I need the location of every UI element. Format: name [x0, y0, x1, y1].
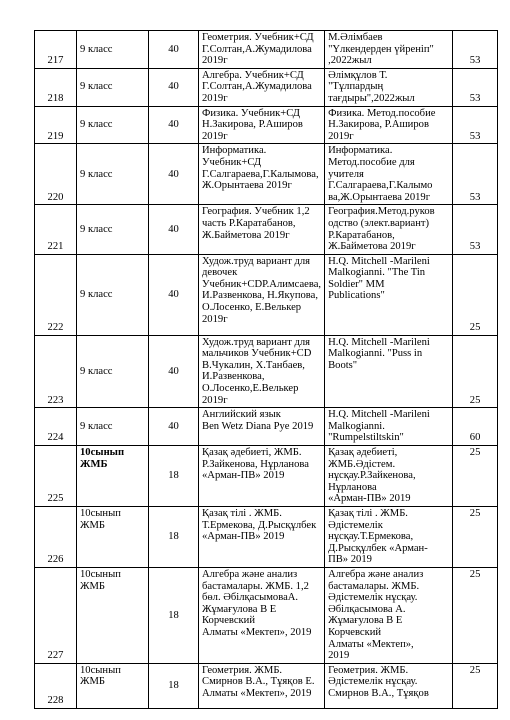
copy-count: 53 [453, 31, 498, 69]
guide-cell [325, 144, 453, 205]
guide-line: ,2022жыл [328, 55, 372, 67]
guide-line: Г.Салгараева,Г.Калымо [328, 180, 433, 192]
guide-line: Soldier" MM [328, 278, 385, 290]
textbook-line: Алматы «Мектеп», 2019 [202, 687, 312, 699]
guide-line: "Тұлпардың [328, 81, 384, 93]
guide-line: учителя [328, 168, 364, 180]
textbook-line: 2019г [202, 92, 228, 104]
guide-line: Malkogianni. "The Tin [328, 267, 426, 279]
copy-count: 53 [453, 205, 498, 254]
hours-value: 18 [149, 507, 199, 568]
textbook-line: бөл. ӘбілқасымоваА. [202, 592, 299, 604]
row-number: 225 [35, 446, 77, 507]
textbook-cell [199, 335, 325, 408]
class-name: 10сынып ЖМБ [77, 507, 149, 568]
copy-count: 53 [453, 144, 498, 205]
textbook-line: Английский язык [202, 409, 281, 421]
textbook-line: Г.Салгараева,Г.Калымова, [202, 168, 319, 180]
table-body [35, 31, 498, 709]
class-name: 9 класс [77, 205, 149, 254]
textbook-cell [199, 408, 325, 446]
class-name: 9 класс [77, 144, 149, 205]
table-row [35, 663, 498, 708]
copy-count: 25 [453, 507, 498, 568]
hours-value: 40 [149, 106, 199, 144]
textbook-line: Алматы «Мектеп», 2019 [202, 626, 312, 638]
table-row [35, 144, 498, 205]
guide-cell [325, 507, 453, 568]
textbook-line: 2019г [202, 394, 228, 406]
textbook-line: Учебник+СDР.Алимсаева, [202, 278, 322, 290]
textbook-line: Қазақ тілі . ЖМБ. [202, 508, 282, 519]
guide-cell [325, 106, 453, 144]
table-row [35, 31, 498, 69]
textbook-line: 2019г [202, 130, 228, 142]
class-name: 10сынып ЖМБ [77, 663, 149, 708]
table-row [35, 106, 498, 144]
guide-line: «Арман-ПВ» 2019 [328, 493, 411, 505]
textbook-line: О.Лосенко,Е.Велькер [202, 383, 299, 395]
guide-line: бастамалары. ЖМБ. [328, 580, 420, 592]
table-row [35, 205, 498, 254]
hours-value: 40 [149, 254, 199, 335]
textbook-line: Смирнов В.А., Тұяқов Е. [202, 676, 315, 688]
guide-line: Malkogianni. [328, 420, 385, 432]
table-row [35, 446, 498, 507]
guide-line: нұсқау.Р.Зайкенова, [328, 470, 416, 482]
hours-value: 40 [149, 335, 199, 408]
textbook-line: Геометрия. ЖМБ. [202, 664, 283, 676]
guide-cell [325, 205, 453, 254]
guide-cell [325, 68, 453, 106]
textbook-line: Қазақ әдебиеті, ЖМБ. [202, 447, 302, 459]
textbook-line: Худож.труд вариант для [202, 336, 311, 348]
class-name: 10сынып ЖМБ [77, 567, 149, 663]
class-name: 9 класс [77, 106, 149, 144]
textbook-cell [199, 507, 325, 568]
guide-line: Информатика. [328, 145, 393, 157]
textbook-line: Алгебра және анализ [202, 568, 298, 580]
textbook-cell [199, 446, 325, 507]
textbook-line: «Арман-ПВ» 2019 [202, 531, 285, 543]
guide-line: Қазақ тілі . ЖМБ. [328, 508, 408, 519]
guide-line: Д.Рысқұлбек «Арман- [328, 542, 428, 554]
textbook-line: В.Чукалин, Х.Танбаев, [202, 359, 305, 371]
guide-cell [325, 663, 453, 708]
guide-cell [325, 31, 453, 69]
textbook-cell [199, 106, 325, 144]
textbook-line: Алгебра. Учебник+СД [202, 69, 304, 81]
hours-value: 40 [149, 408, 199, 446]
textbook-line: Н.Закирова, Р.Аширов [202, 119, 303, 131]
guide-line: Алгебра және анализ [328, 568, 424, 580]
row-number: 218 [35, 68, 77, 106]
copy-count: 60 [453, 408, 498, 446]
guide-line: тағдыры",2022жыл [328, 92, 415, 104]
copy-count: 53 [453, 106, 498, 144]
hours-value: 40 [149, 205, 199, 254]
copy-count: 25 [453, 663, 498, 708]
guide-line: H.Q. Mitchell -Marileni [328, 255, 430, 267]
textbook-line: Информатика. [202, 145, 267, 157]
textbook-cell [199, 567, 325, 663]
guide-line: ва,Ж.Орынтаева 2019г [328, 191, 431, 203]
guide-line: 2019 [328, 650, 350, 662]
guide-cell [325, 335, 453, 408]
table-row [35, 507, 498, 568]
copy-count: 25 [453, 254, 498, 335]
hours-value: 40 [149, 31, 199, 69]
guide-line: Әлімқұлов Т. [328, 69, 388, 81]
guide-cell [325, 254, 453, 335]
copy-count: 25 [453, 335, 498, 408]
guide-cell [325, 446, 453, 507]
guide-line: Әдістемелік нұсқау. [328, 676, 418, 688]
textbook-line: «Арман-ПВ» 2019 [202, 470, 285, 482]
row-number: 227 [35, 567, 77, 663]
guide-line: Метод.пособие для [328, 156, 415, 168]
guide-line: Р.Каратабанов, [328, 229, 395, 241]
textbook-line: часть Р.Каратабанов, [202, 217, 296, 229]
copy-count: 25 [453, 446, 498, 507]
row-number: 220 [35, 144, 77, 205]
guide-line: ПВ» 2019 [328, 554, 372, 566]
class-name: 10сынып ЖМБ [77, 446, 149, 507]
hours-value: 40 [149, 144, 199, 205]
guide-line: "Үлкендерден үйреніп" [328, 43, 434, 55]
table-row [35, 408, 498, 446]
guide-line: Әбілқасымова А. [328, 603, 406, 615]
guide-line: нұсқау.Т.Ермекова, [328, 531, 414, 543]
row-number: 219 [35, 106, 77, 144]
guide-line: Қазақ әдебиеті, [328, 447, 398, 459]
textbook-cell [199, 144, 325, 205]
guide-line: Корчевский [328, 626, 382, 638]
guide-line: География.Метод.руков [328, 206, 435, 218]
row-number: 226 [35, 507, 77, 568]
hours-value: 18 [149, 663, 199, 708]
table-row [35, 567, 498, 663]
textbook-line: Учебник+СД [202, 156, 262, 168]
row-number: 221 [35, 205, 77, 254]
guide-line: Boots" [328, 359, 358, 371]
textbook-line: О.Лосенко, Е.Велькер [202, 302, 302, 314]
textbook-line: Жұмағулова В Е [202, 603, 277, 615]
textbook-line: 2019г [202, 313, 228, 325]
guide-line: ЖМБ.Әдістем. [328, 458, 396, 470]
guide-line: H.Q. Mitchell -Marileni [328, 409, 430, 421]
textbook-line: Т.Ермекова, Д.Рысқұлбек [202, 519, 317, 531]
textbook-line: мальчиков Учебник+CD [202, 348, 312, 360]
textbook-cell [199, 68, 325, 106]
guide-line: Ж.Байметова 2019г [328, 241, 416, 253]
guide-line: Жұмағулова В Е [328, 615, 403, 627]
textbook-line: Худож.труд вариант для [202, 255, 311, 267]
guide-line: H.Q. Mitchell -Marileni [328, 336, 430, 348]
class-name: 9 класс [77, 68, 149, 106]
row-number: 228 [35, 663, 77, 708]
class-name: 9 класс [77, 254, 149, 335]
textbook-line: 2019г [202, 55, 228, 67]
textbook-line: Ben Wetz Diana Pye 2019 [202, 420, 314, 432]
guide-cell [325, 567, 453, 663]
guide-line: 2019г [328, 130, 354, 142]
guide-line: Смирнов В.А., Тұяқов [328, 687, 429, 699]
table-row [35, 254, 498, 335]
textbook-line: География. Учебник 1,2 [202, 206, 310, 218]
guide-line: Алматы «Мектеп», [328, 638, 414, 650]
guide-line: Н.Закирова, Р.Аширов [328, 119, 429, 131]
table-row [35, 335, 498, 408]
textbook-line: Р.Зайкенова, Нұрланова [202, 458, 309, 470]
guide-line: Әдістемелік [328, 519, 383, 531]
guide-line: "Rumpelstiltskin" [328, 432, 404, 444]
textbook-table [34, 30, 498, 709]
guide-line: Геометрия. ЖМБ. [328, 664, 409, 676]
guide-cell [325, 408, 453, 446]
guide-line: одство (элект.вариант) [328, 217, 430, 229]
class-name: 9 класс [77, 31, 149, 69]
hours-value: 18 [149, 567, 199, 663]
guide-line: Физика. Метод.пособие [328, 107, 436, 119]
row-number: 217 [35, 31, 77, 69]
textbook-cell [199, 663, 325, 708]
textbook-line: И.Развенкова, Н.Якупова, [202, 290, 318, 302]
guide-line: Әдістемелік нұсқау. [328, 592, 418, 604]
row-number: 224 [35, 408, 77, 446]
hours-value: 18 [149, 446, 199, 507]
textbook-line: Г.Солтан,А.Жумадилова [202, 81, 312, 93]
row-number: 222 [35, 254, 77, 335]
textbook-line: девочек [202, 267, 238, 279]
textbook-line: Геометрия. Учебник+СД [202, 32, 314, 43]
textbook-cell [199, 205, 325, 254]
textbook-line: И.Развенкова, [202, 371, 265, 383]
row-number: 223 [35, 335, 77, 408]
textbook-line: бастамалары. ЖМБ. 1,2 [202, 580, 309, 592]
textbook-line: Ж.Орынтаева 2019г [202, 180, 292, 192]
textbook-line: Корчевский [202, 615, 256, 627]
table-row [35, 68, 498, 106]
hours-value: 40 [149, 68, 199, 106]
textbook-cell [199, 254, 325, 335]
textbook-cell [199, 31, 325, 69]
copy-count: 53 [453, 68, 498, 106]
textbook-line: Ж.Байметова 2019г [202, 229, 290, 241]
textbook-line: Г.Солтан,А.Жумадилова [202, 43, 312, 55]
class-name: 9 класс [77, 335, 149, 408]
class-name: 9 класс [77, 408, 149, 446]
guide-line: Publications" [328, 290, 385, 302]
guide-line: М.Әлімбаев [328, 32, 383, 43]
textbook-line: Физика. Учебник+СД [202, 107, 301, 119]
copy-count: 25 [453, 567, 498, 663]
guide-line: Malkogianni. "Puss in [328, 348, 423, 360]
guide-line: Нұрланова [328, 481, 377, 493]
